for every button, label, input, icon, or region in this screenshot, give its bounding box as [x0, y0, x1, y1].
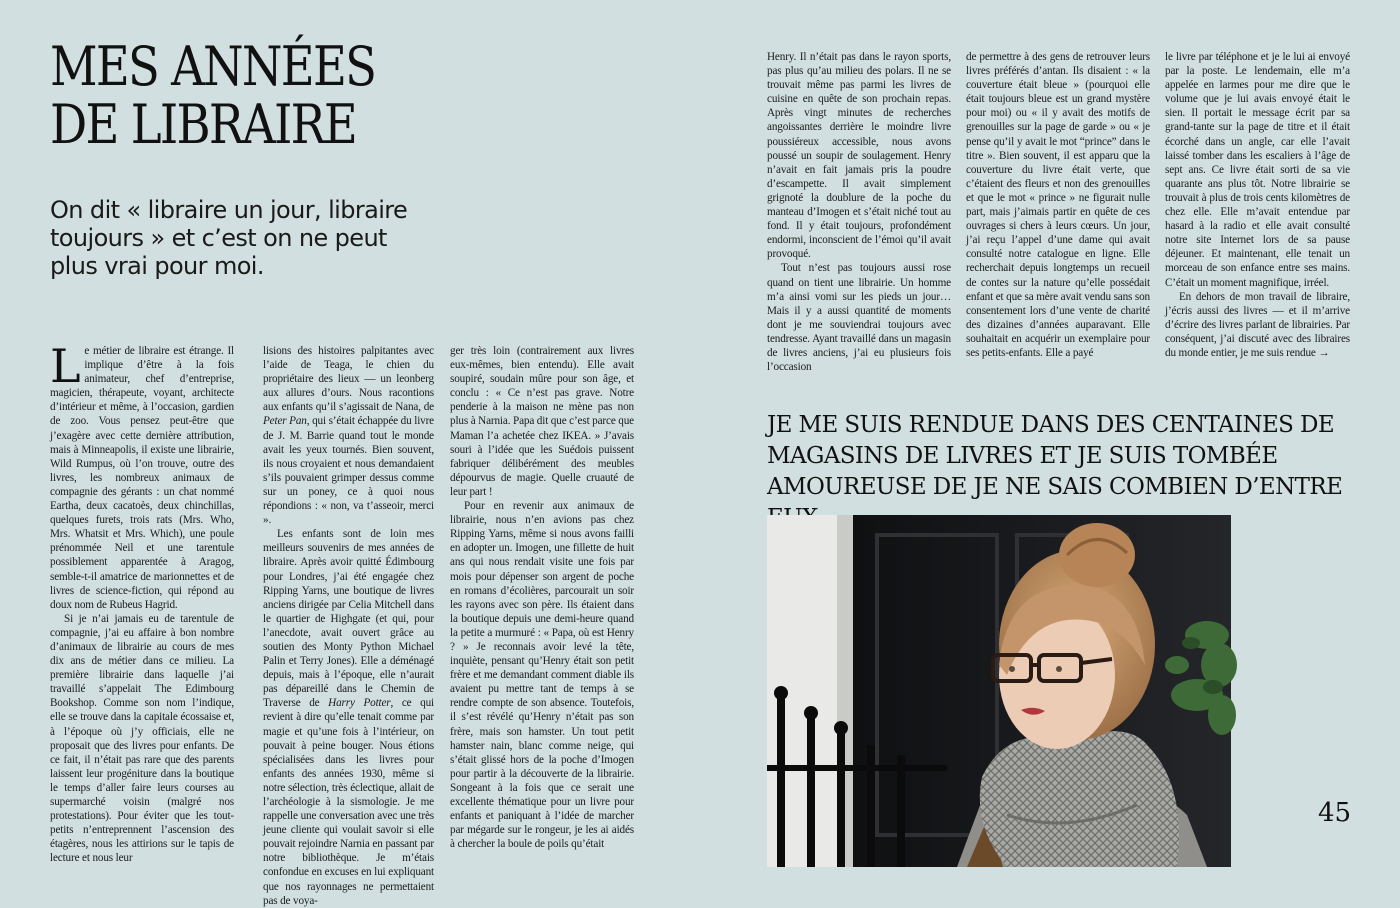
paragraph-text: , qui s’était échappée du livre de J. M. Barrie quand tout le monde avait les yeux tournés. Bien souvent, ils nous croyaient et nous demandaient s’ils pouvaient grimper dessus comme sur un poney, ce à quoi nous répondions : « non, va t’asseoir, merci ». — [263, 415, 434, 527]
book-title: Harry Potter — [328, 697, 391, 710]
article-column-6 — [1165, 50, 1350, 359]
paragraph-text: e métier de libraire est étrange. Il implique d’être à la fois animateur, chef d’entreprise, magicien, thérapeute, voyant, architecte d’intérieur et même, à l’occasion, gardien de zoo. Vous pensez peut-être que j’exagère avec cette dernière attribution, mais à Minneapolis, il existe une librairie, Wild Rumpus, où l’on trouve, outre des livres, les nombreux animaux de compagnie des gérants : un chat nommé Eartha, deux cacatoès, deux chinchillas, quelques furets, trois rats (Mrs. Who, Mrs. Whatsit et Mrs. Which), une poule prénommée Neil et une tarentule possiblement apparentée à Aragog, semble-t-il amatrice de marionnettes et de livres de science-fiction, qui répond au doux nom de Rubeus Hagrid. — [50, 345, 234, 611]
title-line-1: MES ANNÉES — [50, 35, 376, 98]
paragraph: Si je n’ai jamais eu de tarentule de compagnie, j’ai eu affaire à bon nombre d’animaux de librairie au cours de mes dix ans de métier dans ce milieu. La première librairie dans laquelle j’ai travaillé s’appelait The Edimbourg Bookshop. Comme son nom l’indique, elle se trouve dans la capitale écossaise et, à l’époque où j’y officiais, elle ne proposait que des livres pour enfants. De ce fait, il n’était pas rare que des parents laissent leur progéniture dans la boutique le temps d’aller faire leurs courses au supermarché voisin (malgré nos protestations). Pour éviter que les tout-petits n’entreprennent l’ascension des étagères, nous les attirions sur le tapis de lecture et nous leur — [50, 612, 234, 865]
title-line-2: DE LIBRAIRE — [50, 93, 357, 156]
paragraph-text: lisions des histoires palpitantes avec l’aide de Teaga, le chien du propriétaire des lieux — un leonberg aux allures d’ours. Nous racontions aux enfants qu’il s’agissait de Nana, de — [263, 345, 434, 414]
paragraph: Pour en revenir aux animaux de librairie, nous n’en avions pas chez Ripping Yarns, même si nous avons failli en adopter un. Imogen, une fillette de huit ans qui nous rendait visite une fois par mois pour dépenser son argent de poche en romans d’écolières, parcourait un soir les rayons avec son père. Ils étaient dans la boutique depuis une demi-heure quand la petite a murmuré : « Papa, où est Henry ? » Je reconnais avoir levé la tête, inquiète, pensant qu’Henry était son petit frère et me demandant comment diable ils avaient pu mettre tant de temps à se rendre compte de son absence. Toutefois, il s’est révélé qu’Henry n’était pas son frère, mais son hamster. Un tout petit hamster nain, blanc comme neige, qui s’était glissé hors de la poche d’Imogen pour partir à la découverte de la librairie. Songeant à la fois que ce serait une excellente thématique pour un livre pour enfants et paniquant à l’idée de marcher par mégarde sur le rongeur, je les ai aidés à chercher la boule de poils qu’était — [450, 500, 634, 851]
page-number: 45 — [1318, 798, 1352, 828]
lede: On dit « libraire un jour, libraire toujours » et c’est on ne peut plus vrai pour moi. — [50, 196, 408, 280]
drop-cap: L — [50, 339, 81, 393]
article-column-5 — [966, 50, 1150, 359]
paragraph: le livre par téléphone et je le lui ai envoyé par la poste. Le lendemain, elle m’a appelée en larmes pour me dire que le volume que je lui avais envoyé était le sien. Il portait le message écrit par sa grand-tante sur la page de titre et il était écorché dans un angle, car elle l’avait laissé tomber dans les escaliers à l’âge de sept ans. Ce livre était sorti de sa vie quarante ans plus tôt. Notre librairie se trouvait à plus de trois cents kilomètres de chez elle. Elle m’avait entendue par hasard à la radio et elle avait consulté notre site Internet lors de sa pause déjeuner. Et maintenant, elle tenait un morceau de son enfance entre ses mains. C’était un moment magnifique, irréel. — [1165, 51, 1350, 289]
article-column-3 — [450, 344, 634, 851]
paragraph: Tout n’est pas toujours aussi rose quand on tient une librairie. Un homme m’a ainsi vomi sur les pieds un jour… Mais il y a aussi quantité de moments dont je me souviendrai toujours avec tendresse. Ayant travaillé dans un magasin de livres anciens, j’ai eu plusieurs fois l’occasion — [767, 262, 951, 374]
paragraph — [263, 344, 434, 527]
paragraph: de permettre à des gens de retrouver leurs livres préférés d’antan. Ils disaient : « la couverture était bleue » (pourquoi elle était toujours bleue est un grand mystère pour moi) ou « il y avait des motifs de grenouilles sur la page de garde » ou « je pense qu’il y avait le mot “prince” dans le titre ». Bien souvent, il est apparu que la couverture du livre était verte, que c’étaient des fleurs et non des grenouilles et que le mot « prince » ne figurait nulle part, mais j’aimais partir en quête de ces ouvrages si chers à leurs cœurs. Un jour, j’ai reçu l’appel d’une dame qui avait consulté notre catalogue en ligne. Elle recherchait depuis longtemps un recueil de contes sur la nature qu’elle possédait enfant et que sa mère avait vendu sans son consentement lors d’une vente de charité des dizaines d’années auparavant. Elle souhaitait en acquérir un exemplaire pour ses petits-enfants. Elle a payé — [966, 51, 1150, 359]
paragraph: En dehors de mon travail de libraire, j’écris aussi des livres — et il m’arrive d’écrire des livres parlant de librairies. Par conséquent, j’ai discuté avec des libraires du monde entier, je me suis rendue → — [1165, 290, 1350, 359]
pull-quote: JE ME SUIS RENDUE DANS DES CENTAINES DE MAGASINS DE LIVRES ET JE SUIS TOMBÉE AMOUREUSE DE JE NE SAIS COMBIEN D’ENTRE — [767, 412, 1343, 500]
paragraph: Henry. Il n’était pas dans le rayon sports, pas plus qu’au milieu des polars. Il ne se trouvait même pas parmi les livres de cuisine en quête de son prochain repas. Après vingt minutes de recherches angoissantes derrière le moindre livre poussiéreux accessible, nous avons poussé un soupir de soulagement. Henry n’avait en fait jamais pris la poudre d’escampette. Il avait simplement grignoté la doublure de la poche du manteau d’Imogen et s’était niché tout au fond. Il y était toujours, profondément endormi, inconscient de l’émoi qu’il avait provoqué. — [767, 51, 951, 261]
book-title: Peter Pan — [263, 415, 307, 428]
paragraph: ger très loin (contrairement aux livres eux-mêmes, bien entendu). Elle avait soupiré, soudain mûre pour son âge, et conclu : « Ce n’est pas grave. Notre penderie à la maison ne mène pas non plus à Narnia. Papa dit que c’est parce que Maman l’a achetée chez IKEA. » J’avais souri à l’idée que les Suédois puissent fabriquer délibérément des meubles dépourvus de magie. Quelle cruauté de leur part ! — [450, 345, 634, 498]
article-column-1 — [50, 339, 234, 865]
article-title — [50, 35, 394, 156]
article-column-2 — [263, 344, 435, 907]
paragraph-text: Les enfants sont de loin mes meilleurs souvenirs de mes années de libraire. Après avoir quitté Édimbourg pour Londres, j’ai été engagée chez Ripping Yarns, une boutique de livres anciens dirigée par Celia Mitchell dans le quartier de Highgate (et qui, pour l’anecdote, avait ouvert grâce au soutien des Monty Python Michael Palin et Terry Jones). Elle a déménagé depuis, mais à l’époque, elle n’aurait pas dépareillé dans le Chemin de Traverse de — [263, 528, 434, 710]
paragraph — [50, 339, 234, 612]
portrait-illustration — [767, 515, 1231, 867]
author-photo — [767, 515, 1231, 867]
article-column-4 — [767, 50, 951, 374]
paragraph — [263, 527, 434, 908]
paragraph-text: , ce qui revient à dire qu’elle tenait comme par magie et qu’une fois à l’intérieur, on pouvait à peine bouger. Nous étions spécialisées dans les livres pour enfants des années 1930, même si notre sélection, très éclectique, allait de l’archéologie à la sismologie. Je me rappelle une conversation avec une très jeune cliente qui voulait savoir si elle pouvait rejoindre Narnia en passant par notre bibliothèque. Je m’étais confondue en excuses en lui expliquant que nos rayonnages ne permettaient pas de voya- — [263, 697, 435, 907]
